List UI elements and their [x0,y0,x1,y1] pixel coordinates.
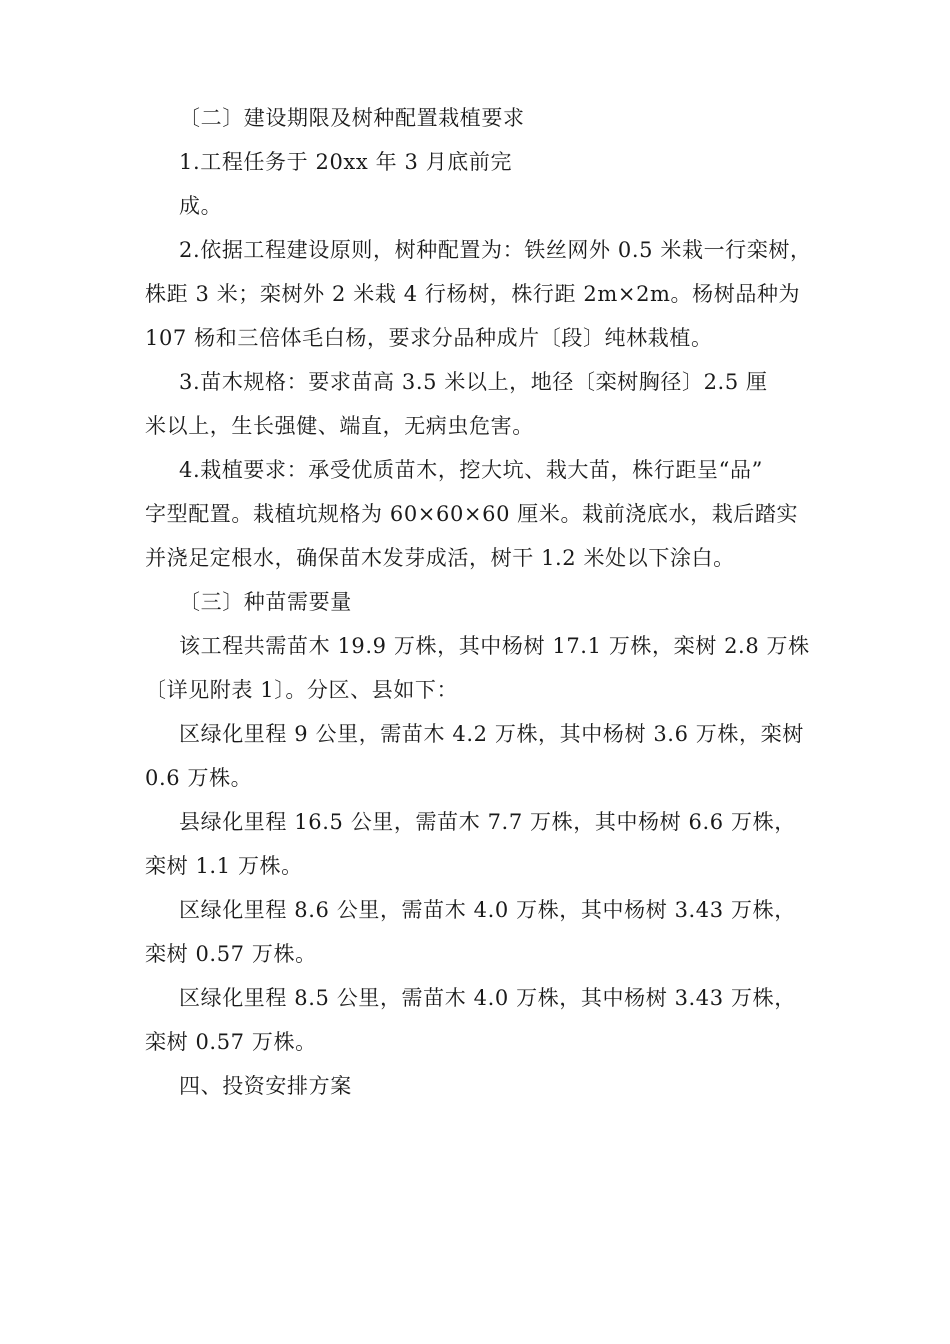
paragraph-line: 2.依据工程建设原则，树种配置为：铁丝网外 0.5 米栽一行栾树， [179,238,812,262]
paragraph-line: 米以上，生长强健、端直，无病虫危害。 [145,414,534,438]
paragraph-line: 107 杨和三倍体毛白杨，要求分品种成片〔段〕纯林栽植。 [145,326,713,350]
section-heading-schedule: 〔二〕建设期限及树种配置栽植要求 [179,106,525,130]
paragraph-line: 成。 [179,194,223,218]
paragraph-line: 并浇足定根水，确保苗木发芽成活，树干 1.2 米处以下涂白。 [145,546,735,570]
paragraph-line: 1.工程任务于 20xx 年 3 月底前完 [179,150,513,174]
section-heading-investment: 四、投资安排方案 [179,1074,352,1098]
paragraph-line: 字型配置。栽植坑规格为 60×60×60 厘米。栽前浇底水，栽后踏实 [145,502,799,526]
paragraph-line: 3.苗木规格：要求苗高 3.5 米以上，地径〔栾树胸径〕2.5 厘 [179,370,768,394]
paragraph-line: 栾树 0.57 万株。 [145,942,317,966]
paragraph-line: 栾树 0.57 万株。 [145,1030,317,1054]
paragraph-line: 〔详见附表 1〕。分区、县如下： [145,678,459,702]
paragraph-line: 该工程共需苗木 19.9 万株，其中杨树 17.1 万株，栾树 2.8 万株 [179,634,810,658]
paragraph-line: 0.6 万株。 [145,766,253,790]
paragraph-line: 区绿化里程 9 公里，需苗木 4.2 万株，其中杨树 3.6 万株，栾树 [179,722,804,746]
paragraph-line: 株距 3 米；栾树外 2 米栽 4 行杨树，株行距 2m×2m。杨树品种为 [145,282,801,306]
paragraph-line: 4.栽植要求：承受优质苗木，挖大坑、栽大苗，株行距呈“品” [179,458,763,482]
paragraph-line: 区绿化里程 8.5 公里，需苗木 4.0 万株，其中杨树 3.43 万株， [179,986,796,1010]
document-body [145,96,815,1108]
section-heading-seedlings: 〔三〕种苗需要量 [179,590,352,614]
paragraph-line: 栾树 1.1 万株。 [145,854,303,878]
paragraph-line: 县绿化里程 16.5 公里，需苗木 7.7 万株，其中杨树 6.6 万株， [179,810,796,834]
paragraph-line: 区绿化里程 8.6 公里，需苗木 4.0 万株，其中杨树 3.43 万株， [179,898,796,922]
